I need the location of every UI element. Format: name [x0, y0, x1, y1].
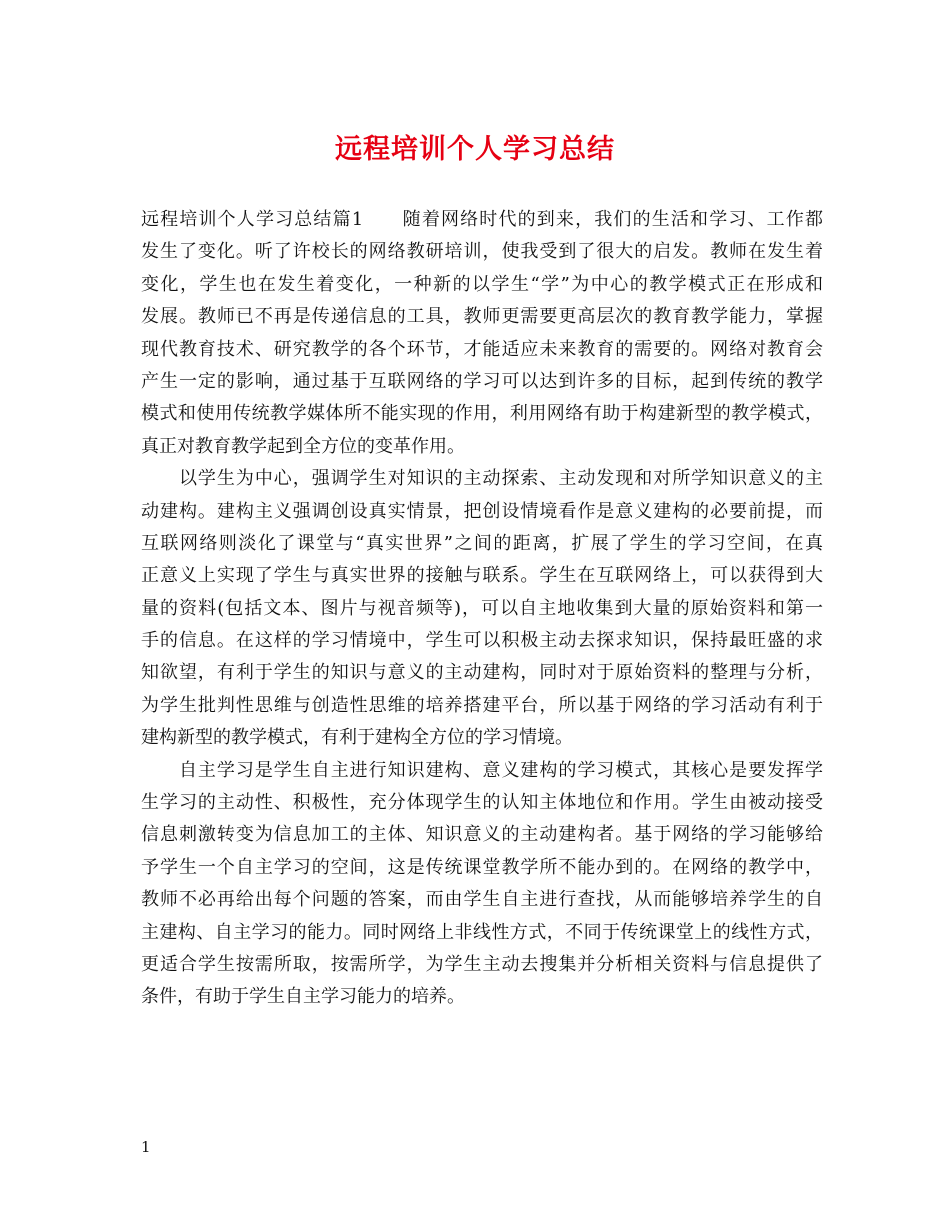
- text-line: 动建构。建构主义强调创设真实情景，把创设情境看作是意义建构的必要前提，而: [141, 500, 823, 522]
- text-line: 为学生批判性思维与创造性思维的培养搭建平台，所以基于网络的学习活动有利于: [141, 694, 823, 716]
- text-line: 远程培训个人学习总结篇1 随着网络时代的到来，我们的生活和学习、工作都: [141, 209, 823, 230]
- text-line: 教师不必再给出每个问题的答案，而由学生自主进行查找，从而能够培养学生的自: [141, 889, 823, 911]
- text-line: 正意义上实现了学生与真实世界的接触与联系。学生在互联网络上，可以获得到大: [141, 565, 823, 587]
- text-line: 予学生一个自主学习的空间，这是传统课堂教学所不能办到的。在网络的教学中，: [141, 856, 823, 878]
- text-line: 模式和使用传统教学媒体所不能实现的作用，利用网络有助于构建新型的教学模式，: [141, 403, 823, 425]
- text-line: 以学生为中心，强调学生对知识的主动探索、主动发现和对所学知识意义的主: [141, 468, 823, 490]
- document-body: [141, 204, 823, 1014]
- text-line: 自主学习是学生自主进行知识建构、意义建构的学习模式，其核心是要发挥学: [141, 759, 823, 781]
- text-line: 真正对教育教学起到全方位的变革作用。: [141, 435, 465, 457]
- text-line: 手的信息。在这样的学习情境中，学生可以积极主动去探求知识，保持最旺盛的求: [141, 630, 823, 652]
- document-title: 远程培训个人学习总结: [335, 134, 615, 165]
- text-line: 产生一定的影响，通过基于互联网络的学习可以达到许多的目标，起到传统的教学: [141, 370, 823, 392]
- text-line: 主建构、自主学习的能力。同时网络上非线性方式，不同于传统课堂上的线性方式，: [141, 921, 823, 943]
- text-line: 发生了变化。听了许校长的网络教研培训，使我受到了很大的启发。教师在发生着: [141, 241, 823, 263]
- text-line: 量的资料(包括文本、图片与视音频等)，可以自主地收集到大量的原始资料和第一: [141, 597, 823, 619]
- text-line: 条件，有助于学生自主学习能力的培养。: [141, 986, 465, 1008]
- text-line: 发展。教师已不再是传递信息的工具，教师更需要更高层次的教育教学能力，掌握: [141, 306, 823, 328]
- text-line: 互联网络则淡化了课堂与“真实世界”之间的距离，扩展了学生的学习空间，在真: [141, 532, 823, 554]
- text-line: 建构新型的教学模式，有利于建构全方位的学习情境。: [141, 727, 573, 749]
- text-line: 生学习的主动性、积极性，充分体现学生的认知主体地位和作用。学生由被动接受: [141, 792, 823, 814]
- text-line: 信息刺激转变为信息加工的主体、知识意义的主动建构者。基于网络的学习能够给: [141, 824, 823, 846]
- text-line: 现代教育技术、研究教学的各个环节，才能适应未来教育的需要的。网络对教育会: [141, 338, 823, 360]
- page-number: 1: [141, 1138, 151, 1156]
- text-line: 更适合学生按需所取，按需所学，为学生主动去搜集并分析相关资料与信息提供了: [141, 953, 823, 975]
- text-line: 变化，学生也在发生着变化，一种新的以学生“学”为中心的教学模式正在形成和: [141, 273, 823, 295]
- text-line: 知欲望，有利于学生的知识与意义的主动建构，同时对于原始资料的整理与分析，: [141, 662, 823, 684]
